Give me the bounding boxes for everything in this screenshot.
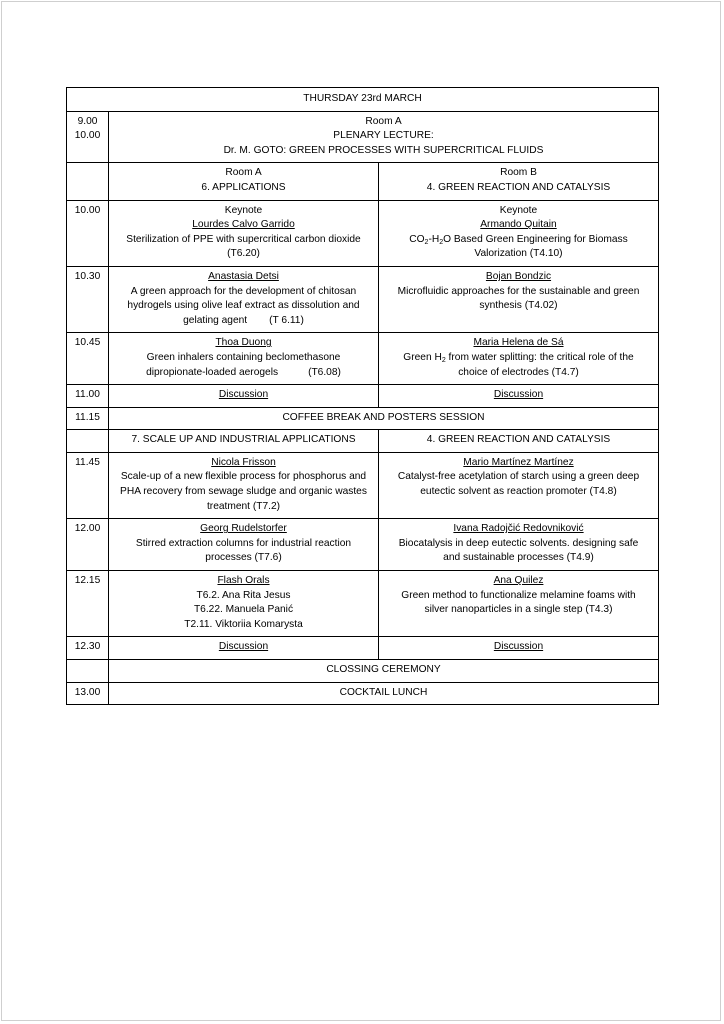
speaker-name: Thoa Duong bbox=[215, 337, 272, 349]
talk-cell-a bbox=[109, 266, 379, 332]
room-a-header bbox=[109, 163, 379, 200]
title-part: O Based Green Engineering for Biomass bbox=[443, 233, 628, 245]
slot-row-1145 bbox=[67, 452, 659, 518]
plenary-speaker-title: Dr. M. GOTO: GREEN PROCESSES WITH SUPERCRITICAL FLUIDS bbox=[223, 144, 544, 156]
slot-row-1215 bbox=[67, 571, 659, 637]
subscript: 2 bbox=[439, 238, 444, 246]
room-b-header bbox=[379, 163, 659, 200]
discussion-cell-a bbox=[109, 637, 379, 660]
title-part: CO bbox=[409, 233, 425, 245]
time-start: 9.00 bbox=[77, 115, 98, 127]
talk-title: Scale-up of a new flexible process for phosphorus and bbox=[120, 471, 367, 483]
talk-title: Stirred extraction columns for industrial reaction bbox=[135, 537, 352, 549]
speaker-name: Armando Quitain bbox=[480, 219, 557, 231]
talk-cell-b bbox=[379, 452, 659, 518]
discussion-label: Discussion bbox=[218, 641, 269, 653]
coffee-break-cell: COFFEE BREAK AND POSTERS SESSION bbox=[109, 407, 659, 430]
empty-time-cell bbox=[67, 660, 109, 683]
sessions-row-2 bbox=[67, 430, 659, 453]
title-part: gelating agent bbox=[183, 314, 248, 326]
cocktail-lunch-cell: COCKTAIL LUNCH bbox=[109, 682, 659, 705]
flash-orals-cell bbox=[109, 571, 379, 637]
time-cell: 11.15 bbox=[67, 407, 109, 430]
slot-row-1000 bbox=[67, 200, 659, 266]
speaker-name: Lourdes Calvo Garrido bbox=[192, 219, 295, 231]
talk-title: Sterilization of PPE with supercritical carbon dioxide bbox=[126, 233, 361, 245]
talk-cell-b bbox=[379, 519, 659, 571]
discussion-label: Discussion bbox=[493, 389, 544, 401]
session-a-header: 7. SCALE UP AND INDUSTRIAL APPLICATIONS bbox=[109, 430, 379, 453]
title-part: from water splitting: the critical role of the bbox=[445, 351, 634, 363]
rooms-row bbox=[67, 163, 659, 200]
time-cell: 11.00 bbox=[67, 385, 109, 408]
slot-row-1030 bbox=[67, 266, 659, 332]
talk-title-cont: processes (T7.6) bbox=[205, 552, 282, 564]
time-cell: 10.00 bbox=[67, 200, 109, 266]
talk-title: Microfluidic approaches for the sustainable and green bbox=[397, 285, 640, 297]
flash-oral-item: T6.2. Ana Rita Jesus bbox=[196, 589, 291, 601]
title-part: -H bbox=[428, 233, 440, 245]
talk-code: (T 6.11) bbox=[269, 314, 304, 326]
slot-row-1200 bbox=[67, 519, 659, 571]
talk-cell-b bbox=[379, 333, 659, 385]
talk-title-cont: hydrogels using olive leaf extract as dissolution and bbox=[127, 300, 360, 312]
talk-title-cont: eutectic solvent as reaction promoter (T4.8) bbox=[420, 486, 617, 498]
talk-code: (T6.08) bbox=[308, 366, 341, 378]
talk-cell-a bbox=[109, 200, 379, 266]
time-cell: 12.00 bbox=[67, 519, 109, 571]
speaker-name: Ana Quilez bbox=[493, 575, 544, 587]
title-part: Green H bbox=[403, 351, 442, 363]
talk-cell-b bbox=[379, 571, 659, 637]
title-part: dipropionate-loaded aerogels bbox=[146, 366, 279, 378]
discussion-cell-b bbox=[379, 637, 659, 660]
talk-title-cont: silver nanoparticles in a single step (T4.3) bbox=[424, 604, 613, 616]
speaker-name: Bojan Bondzic bbox=[485, 270, 552, 282]
empty-time-cell bbox=[67, 163, 109, 200]
plenary-cell bbox=[109, 111, 659, 163]
slot-row-1300 bbox=[67, 682, 659, 705]
talk-title: Green inhalers containing beclomethasone bbox=[146, 351, 341, 363]
talk-title-cont: Valorization (T4.10) bbox=[474, 248, 563, 260]
discussion-label: Discussion bbox=[218, 389, 269, 401]
closing-ceremony-cell: CLOSSING CEREMONY bbox=[109, 660, 659, 683]
talk-title bbox=[383, 233, 654, 248]
speaker-name: Maria Helena de Sá bbox=[473, 337, 564, 349]
talk-title: Green method to functionalize melamine foams with bbox=[401, 589, 636, 601]
discussion-cell-b bbox=[379, 385, 659, 408]
speaker-name: Ivana Radojčić Redovniković bbox=[453, 523, 584, 535]
flash-oral-item: T6.22. Manuela Panić bbox=[193, 604, 294, 616]
subscript: 2 bbox=[441, 356, 446, 364]
plenary-room: Room A bbox=[365, 115, 402, 127]
speaker-name: Georg Rudelstorfer bbox=[200, 523, 287, 535]
talk-title-end bbox=[113, 366, 374, 381]
talk-title-end: treatment (T7.2) bbox=[206, 500, 281, 512]
empty-time-cell bbox=[67, 430, 109, 453]
keynote-label: Keynote bbox=[224, 204, 263, 216]
slot-row-1230 bbox=[67, 637, 659, 660]
talk-title bbox=[383, 351, 654, 366]
slot-row-1100 bbox=[67, 385, 659, 408]
session-b-header: 4. GREEN REACTION AND CATALYSIS bbox=[379, 430, 659, 453]
schedule-table bbox=[66, 87, 659, 705]
talk-title: Biocatalysis in deep eutectic solvents. designing safe bbox=[398, 537, 639, 549]
schedule-title: THURSDAY 23rd MARCH bbox=[67, 88, 659, 112]
time-cell: 10.45 bbox=[67, 333, 109, 385]
time-cell: 11.45 bbox=[67, 452, 109, 518]
room-a-name: Room A bbox=[225, 167, 262, 179]
time-cell bbox=[67, 111, 109, 163]
speaker-name: Nicola Frisson bbox=[211, 456, 276, 468]
flash-oral-item: T2.11. Viktoriia Komarysta bbox=[184, 618, 303, 630]
subscript: 2 bbox=[424, 238, 429, 246]
speaker-name: Anastasia Detsi bbox=[208, 270, 279, 282]
talk-title: A green approach for the development of chitosan bbox=[130, 285, 357, 297]
talk-title-end bbox=[113, 314, 374, 329]
speaker-name: Mario Martínez Martínez bbox=[463, 456, 574, 468]
talk-cell-a bbox=[109, 452, 379, 518]
talk-title-cont: synthesis (T4.02) bbox=[479, 300, 558, 312]
plenary-label: PLENARY LECTURE: bbox=[333, 130, 434, 142]
slot-row-1115 bbox=[67, 407, 659, 430]
talk-cell-b bbox=[379, 200, 659, 266]
talk-cell-b bbox=[379, 266, 659, 332]
keynote-label: Keynote bbox=[499, 204, 538, 216]
discussion-cell-a bbox=[109, 385, 379, 408]
time-cell: 13.00 bbox=[67, 682, 109, 705]
talk-title-cont: and sustainable processes (T4.9) bbox=[443, 552, 594, 564]
closing-row bbox=[67, 660, 659, 683]
talk-cell-a bbox=[109, 519, 379, 571]
talk-title-cont: PHA recovery from sewage sludge and organic wastes bbox=[120, 486, 367, 498]
time-end: 10.00 bbox=[74, 130, 101, 142]
talk-code: (T6.20) bbox=[227, 248, 260, 260]
talk-title: Catalyst-free acetylation of starch using a green deep bbox=[397, 471, 640, 483]
time-cell: 12.15 bbox=[67, 571, 109, 637]
talk-title-cont: choice of electrodes (T4.7) bbox=[458, 366, 579, 378]
discussion-label: Discussion bbox=[493, 641, 544, 653]
flash-orals-label: Flash Orals bbox=[217, 575, 270, 587]
room-b-session: 4. GREEN REACTION AND CATALYSIS bbox=[426, 181, 611, 193]
time-cell: 10.30 bbox=[67, 266, 109, 332]
time-cell: 12.30 bbox=[67, 637, 109, 660]
slot-row-1045 bbox=[67, 333, 659, 385]
talk-cell-a bbox=[109, 333, 379, 385]
room-a-session: 6. APPLICATIONS bbox=[201, 181, 286, 193]
plenary-row bbox=[67, 111, 659, 163]
room-b-name: Room B bbox=[500, 167, 537, 179]
title-row bbox=[67, 88, 659, 112]
